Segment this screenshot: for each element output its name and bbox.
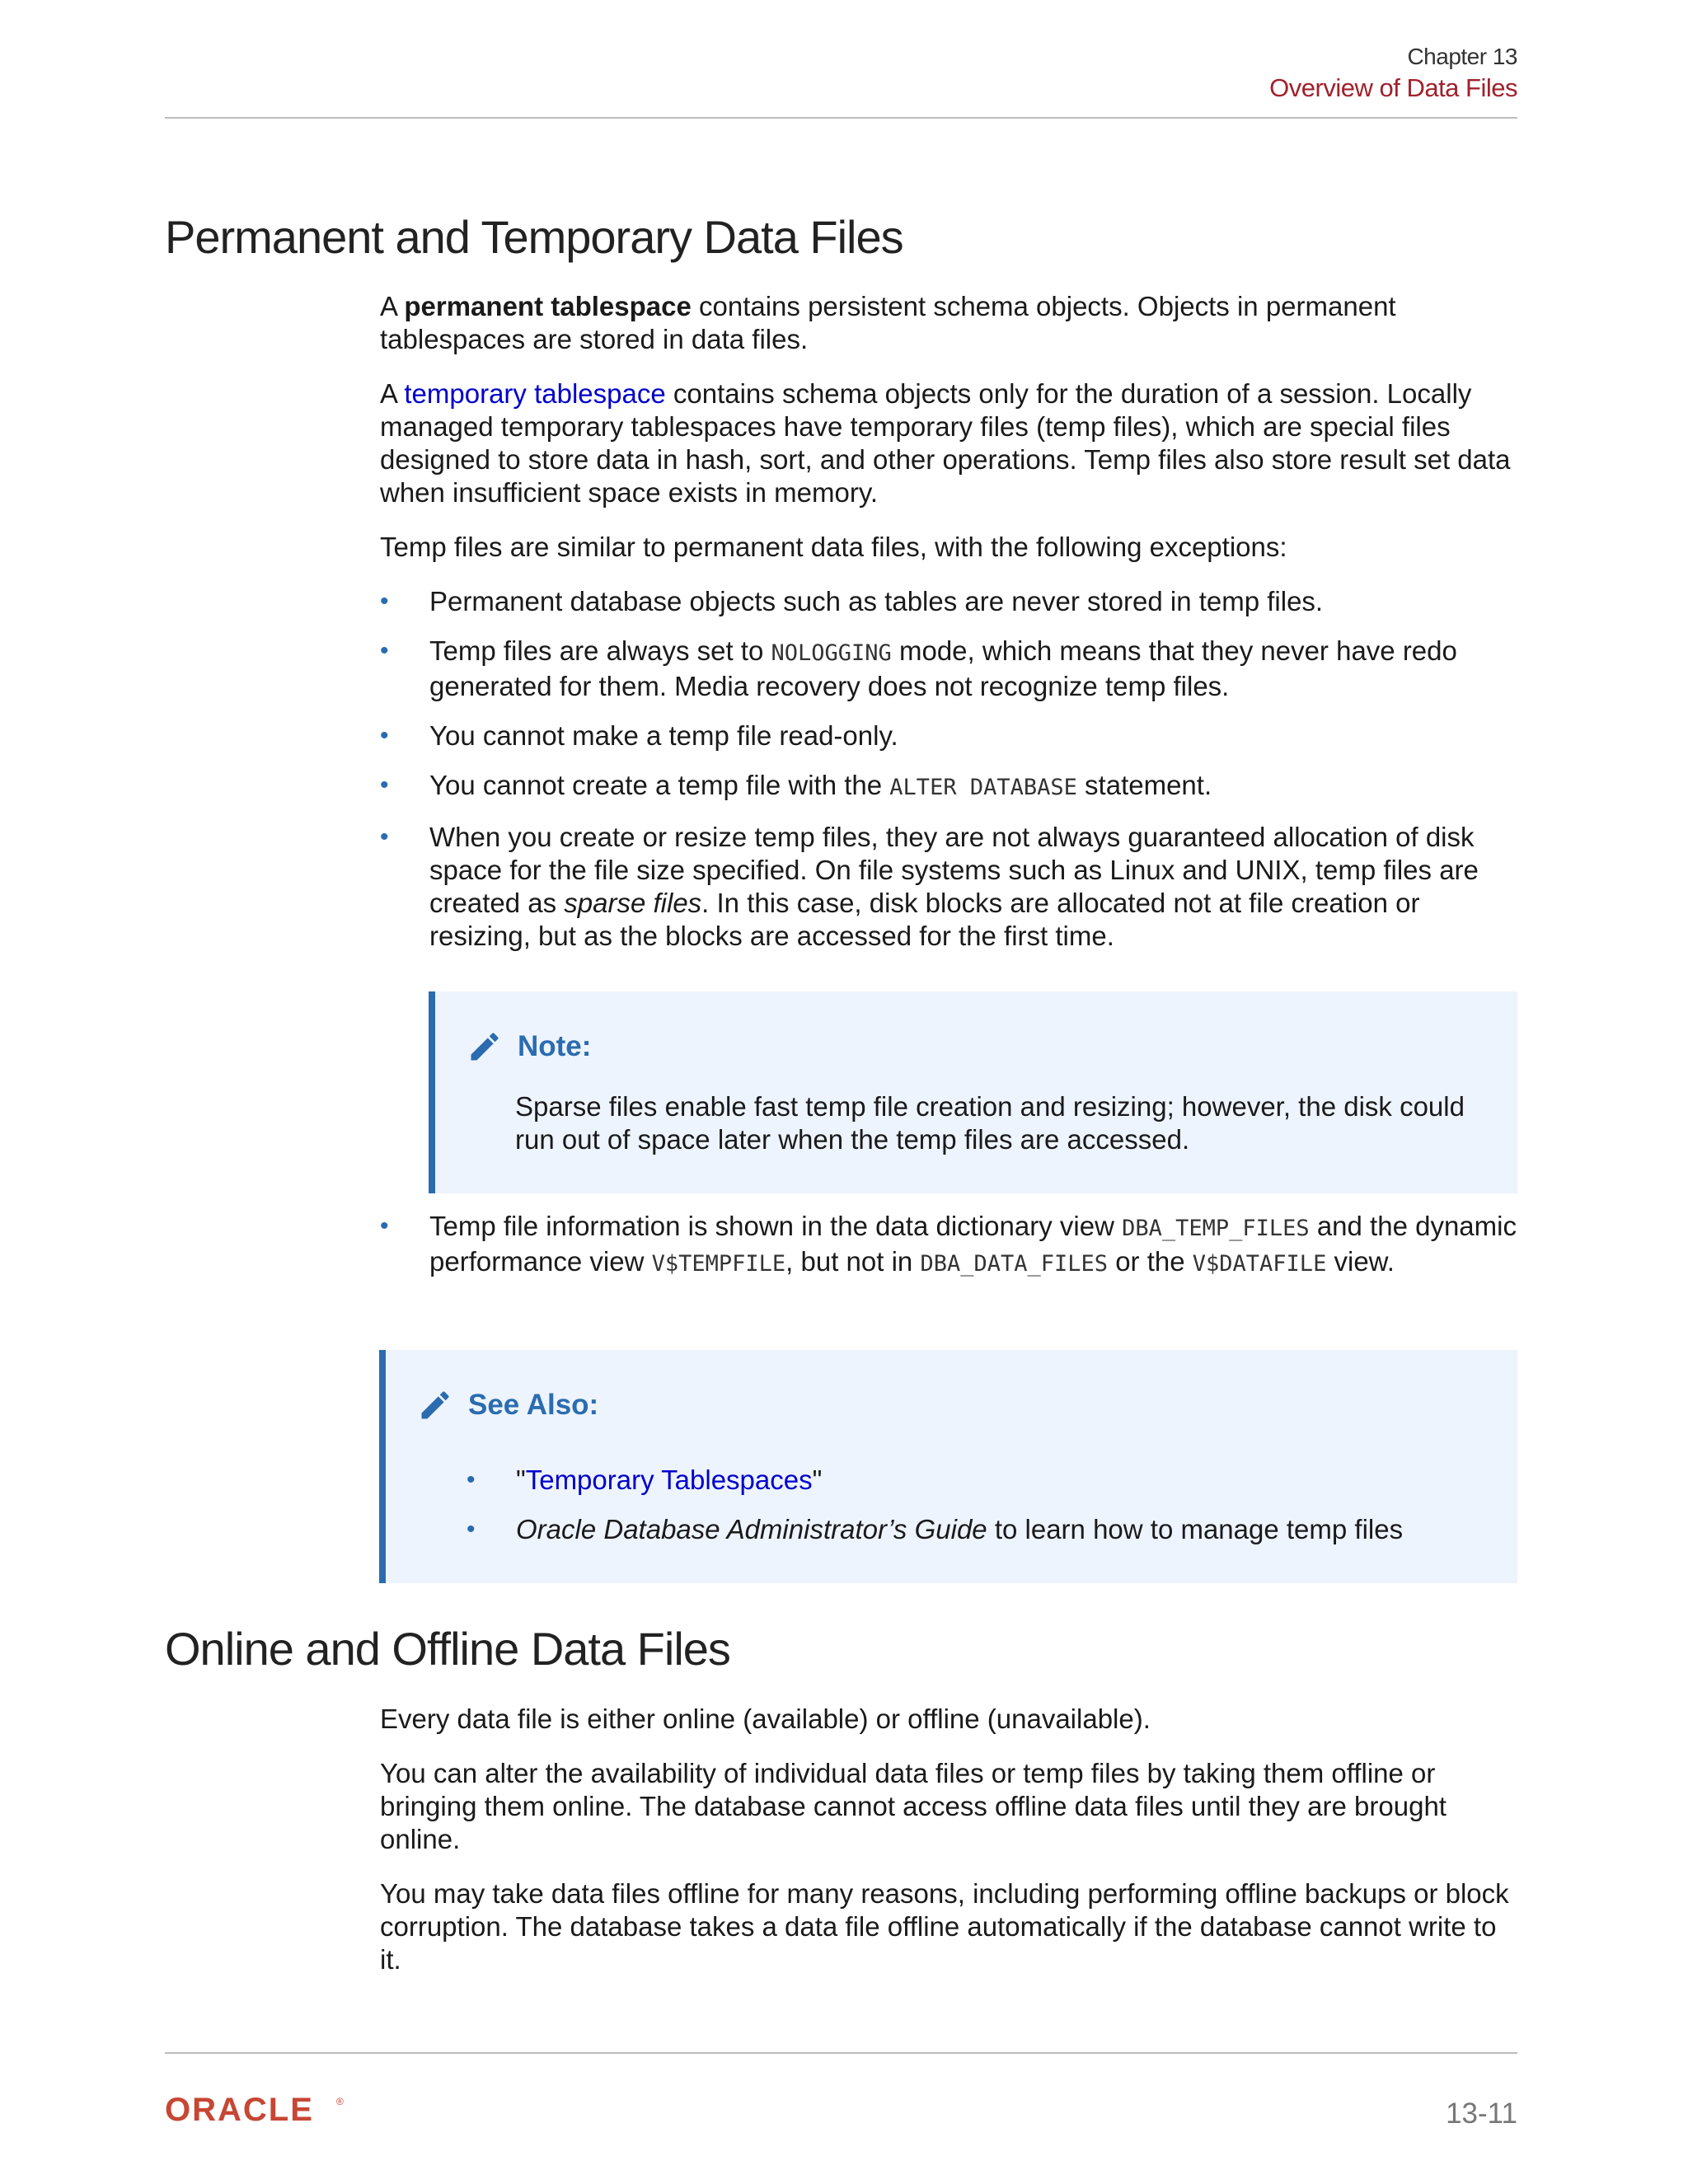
see-also-title: See Also:: [468, 1389, 599, 1421]
note-heading: [467, 1029, 591, 1065]
bullet-icon: •: [467, 1516, 476, 1543]
bullet-icon: •: [380, 637, 389, 664]
paragraph-online-offline-intro: Every data file is either online (available) or offline (unavailable).: [380, 1704, 1151, 1734]
term-sparse-files: sparse files: [564, 888, 702, 918]
oracle-logo: [165, 2093, 354, 2130]
bullet-icon: •: [380, 722, 389, 749]
section-body-online-offline: [380, 1703, 1517, 1998]
exceptions-list-continued: [380, 1210, 1517, 1281]
see-also-heading: [417, 1387, 598, 1423]
note-title: Note:: [518, 1030, 592, 1062]
bullet-icon: •: [380, 1212, 389, 1240]
page-number: 13-11: [1446, 2097, 1517, 2130]
code-dba-temp-files: DBA_TEMP_FILES: [1122, 1216, 1310, 1241]
pencil-icon: [467, 1029, 503, 1065]
header-divider: [165, 117, 1517, 119]
link-temporary-tablespaces[interactable]: Temporary Tablespaces: [525, 1465, 813, 1495]
see-also-box: [379, 1350, 1517, 1583]
code-dba-data-files: DBA_DATA_FILES: [920, 1251, 1109, 1277]
running-header: [1269, 43, 1517, 105]
note-box: [429, 991, 1517, 1193]
svg-text:®: ®: [336, 2096, 344, 2107]
section-body-permanent-temporary: [380, 290, 1517, 969]
footer-divider: [165, 2052, 1517, 2054]
section-title-online-offline: Online and Offline Data Files: [165, 1623, 730, 1675]
chapter-label: Chapter 13: [1407, 44, 1517, 69]
chapter-title: Overview of Data Files: [1269, 73, 1517, 102]
paragraph-exceptions-intro: Temp files are similar to permanent data files, with the following exceptions:: [380, 532, 1287, 562]
code-alter-database: ALTER DATABASE: [889, 775, 1077, 800]
list-item: • Permanent database objects such as tables are never stored in temp files.: [380, 586, 1324, 616]
see-also-list: [467, 1464, 1489, 1563]
oracle-logo-wordmark: [165, 2093, 354, 2126]
list-item: • You cannot create a temp file with the ALTER DATABASE statement.: [380, 770, 1212, 800]
term-permanent-tablespace: permanent tablespace: [404, 291, 692, 321]
list-item: • Temp file information is shown in the data dictionary view DBA_TEMP_FILES and the dynamic performance view V$TEMPFILE, but not in DBA_DATA_FILES or the V$DATAFILE view.: [380, 1211, 1517, 1277]
bullet-icon: •: [467, 1466, 476, 1493]
book-title-admin-guide: Oracle Database Administrator’s Guide: [516, 1514, 987, 1544]
svg-text:ORACLE: ORACLE: [165, 2093, 314, 2126]
link-temporary-tablespace[interactable]: temporary tablespace: [404, 378, 666, 409]
list-item: • "Temporary Tablespaces": [467, 1465, 823, 1495]
bullet-icon: •: [380, 588, 389, 615]
list-item: • Oracle Database Administrator’s Guide to learn how to manage temp files: [467, 1514, 1404, 1544]
paragraph-temporary-tablespace: A temporary tablespace contains schema objects only for the duration of a session. Locally managed temporary tablespaces have temporary files (temp files), which are special files designed to store data in hash, sort, and other operations. Temp files also store result set data when insufficient space exists in memory.: [380, 378, 1511, 508]
pencil-icon: [417, 1387, 453, 1423]
section-title-permanent-temporary: Permanent and Temporary Data Files: [165, 211, 903, 263]
paragraph-offline-reasons: You may take data files offline for many reasons, including performing offline backups or block corruption. The database takes a data file offline automatically if the database cannot write to it.: [380, 1878, 1509, 1975]
paragraph-alter-availability: You can alter the availability of individual data files or temp files by taking them offline or bringing them online. The database cannot access offline data files until they are brought online.: [380, 1758, 1447, 1854]
bullet-icon: •: [380, 823, 389, 851]
list-item: • You cannot make a temp file read-only.: [380, 720, 898, 751]
note-body: Sparse files enable fast temp file creation and resizing; however, the disk could run out of space later when the temp files are accessed.: [515, 1091, 1465, 1155]
list-item: • When you create or resize temp files, they are not always guaranteed allocation of disk space for the file size specified. On file systems such as Linux and UNIX, temp files are created as sparse files. In this case, disk blocks are allocated not at file creation or resizing, but as the blocks are accessed for the first time.: [380, 822, 1479, 951]
exceptions-list: [380, 585, 1517, 953]
code-v-tempfile: V$TEMPFILE: [651, 1251, 786, 1277]
list-item: • Temp files are always set to NOLOGGING mode, which means that they never have redo generated for them. Media recovery does not recognize temp files.: [380, 635, 1457, 701]
section-body-continued: [380, 1210, 1517, 1297]
code-nologging: NOLOGGING: [771, 640, 892, 666]
code-v-datafile: V$DATAFILE: [1192, 1251, 1327, 1277]
bullet-icon: •: [380, 771, 389, 799]
paragraph-permanent-tablespace: A permanent tablespace contains persistent schema objects. Objects in permanent tablespaces are stored in data files.: [380, 291, 1396, 354]
